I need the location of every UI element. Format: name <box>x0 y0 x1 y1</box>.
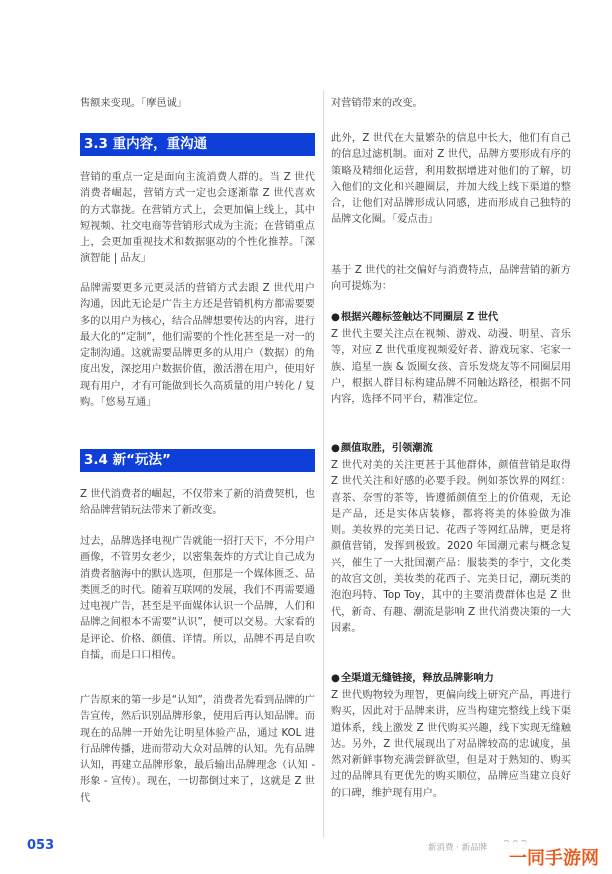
column-divider <box>323 90 324 838</box>
bullet-2-heading: ●颜值取胜，引领潮流 <box>331 441 571 457</box>
section-3-4-paragraph-3: 广告原来的第一步是“认知”，消费者先看到品牌的广告宣传，然后识别品牌形象，使用后再认知品牌。而现在的品牌一开始先让明星体验产品，通过 KOL 进行品牌传播，进而带动大众对品牌的认知。先有品牌认知，再建立品牌形象，最后输出品牌理念（认知 - 形象 - 宣传）。现在，一切都倒过来了，这就是 Z 世代 <box>80 695 315 804</box>
section-3-3-heading: 3.3 重内容，重沟通 <box>80 133 315 156</box>
right-paragraph-1: 此外，Z 世代在大量繁杂的信息中长大，他们有自己的信息过滤机制。面对 Z 世代，品牌方要形成有序的策略及精细化运营，利用数据增进对他们的了解，切入他们的文化和兴趣圈层，并加大线上线下渠道的整合，让他们对品牌形成认同感，进而形成自己独特的品牌文化圈。「爱点击」 <box>331 133 571 226</box>
section-3-3-paragraph-2: 品牌需要更多元更灵活的营销方式去跟 Z 世代用户沟通，因此无论是广告主方还是营销机构方都需要要多的以用户为核心，结合品牌想要传达的内容，进行最大化的“定制”，他们需要的个性化甚至是一对一的定制沟通。这就需要品牌更多的从用户（数据）的角度出发，深挖用户数据价值，激活潜在用户，使用好现有用户，才有可能做到长久高质量的用户转化 / 复购。「悠易互通」 <box>80 283 315 409</box>
bullet-dot-icon: ● <box>331 673 340 684</box>
bullet-1-text: Z 世代主要关注点在视频、游戏、动漫、明星、音乐等，对应 Z 世代重度视频爱好者、游戏玩家、宅家一族、追星一族 & 饭圈女孩、音乐发烧友等不同圈层用户，根据人群目标构建品牌不同触达路径，根据不同内容，选择不同平台，精准定位。 <box>331 329 571 406</box>
page-number: 053 <box>27 838 55 853</box>
bullet-3-heading: ●全渠道无缝链接，释放品牌影响力 <box>331 671 571 687</box>
right-continued-text: 对营销带来的改变。 <box>331 98 423 109</box>
site-watermark: 一同手游网 <box>500 842 608 872</box>
section-3-3-paragraph-1: 营销的重点一定是面向主流消费人群的。当 Z 世代消费者崛起，营销方式一定也会逐渐靠 Z 世代喜欢的方式靠拢。在营销方式上，会更加偏上线上，其中短视频、社交电商等营销形式成为主流；在营销重点上，会更加重视技术和数据驱动的个性化推荐。「深演智能 | 品友」 <box>80 172 315 265</box>
right-paragraph-2: 基于 Z 世代的社交偏好与消费特点，品牌营销的新方向可提炼为： <box>331 265 571 293</box>
left-continued-text: 售额来变现。「摩邑诚」 <box>80 98 187 109</box>
bullet-dot-icon: ● <box>331 443 340 454</box>
section-3-4-paragraph-1: Z 世代消费者的崛起，不仅带来了新的消费契机，也给品牌营销玩法带来了新改变。 <box>80 489 315 517</box>
bullet-dot-icon: ● <box>331 312 340 323</box>
section-3-4-paragraph-2: 过去，品牌选择电视广告就能一招打天下，不分用户画像，不管男女老少，以密集轰炸的方式让自己成为消费者脑海中的默认选项，但那是一个媒体匮乏、品类匮乏的时代。随着互联网的发展，我们不再需要通过电视广告，甚至是平面媒体认识一个品牌，人们和品牌之间根本不需要“认识”，便可以交易。大家看的是评论、价格、颜值、详情。所以，品牌不再是自吹自擂，而是口口相传。 <box>80 536 315 662</box>
bullet-1-heading: ●根据兴趣标签触达不同圈层 Z 世代 <box>331 310 571 326</box>
publication-name: 新消费 · 新品牌 <box>428 843 488 853</box>
bullet-2-text: Z 世代对美的关注更甚于其他群体，颜值营销是取得 Z 世代关注和好感的必要手段。例如茶饮界的网红：喜茶、奈雪的茶等，皆遵循颜值至上的价值观，无论是产品，还是实体店装修，都将将美的体验做为准则。美妆界的完美日记、花西子等网红品牌，更是将颜值营销，发挥到极致。2020 年国潮元素与概念复兴，催生了一大批国潮产品：服装类的李宁，文化类的故宫文创，美妆类的花西子、完美日记，潮玩类的泡泡玛特、Top Toy，其中的主要消费群体也是 Z 世代，新奇、有趣、潮流是影响 Z 世代消费决策的一大因素。 <box>331 460 571 634</box>
bullet-3-text: Z 世代购物较为理智，更偏向线上研究产品，再进行购买，因此对于品牌来讲，应当构建完整线上线下渠道体系，线上激发 Z 世代购买兴趣，线下实现无缝触达。另外，Z 世代展现出了对品牌较高的忠诚度，虽然对新鲜事物充满尝鲜欲望，但是对于熟知的、购买过的品牌具有更优先的购买顺位，品牌应当建立良好的口碑，维护现有用户。 <box>331 690 571 799</box>
section-3-4-heading: 3.4 新“玩法” <box>80 449 315 472</box>
